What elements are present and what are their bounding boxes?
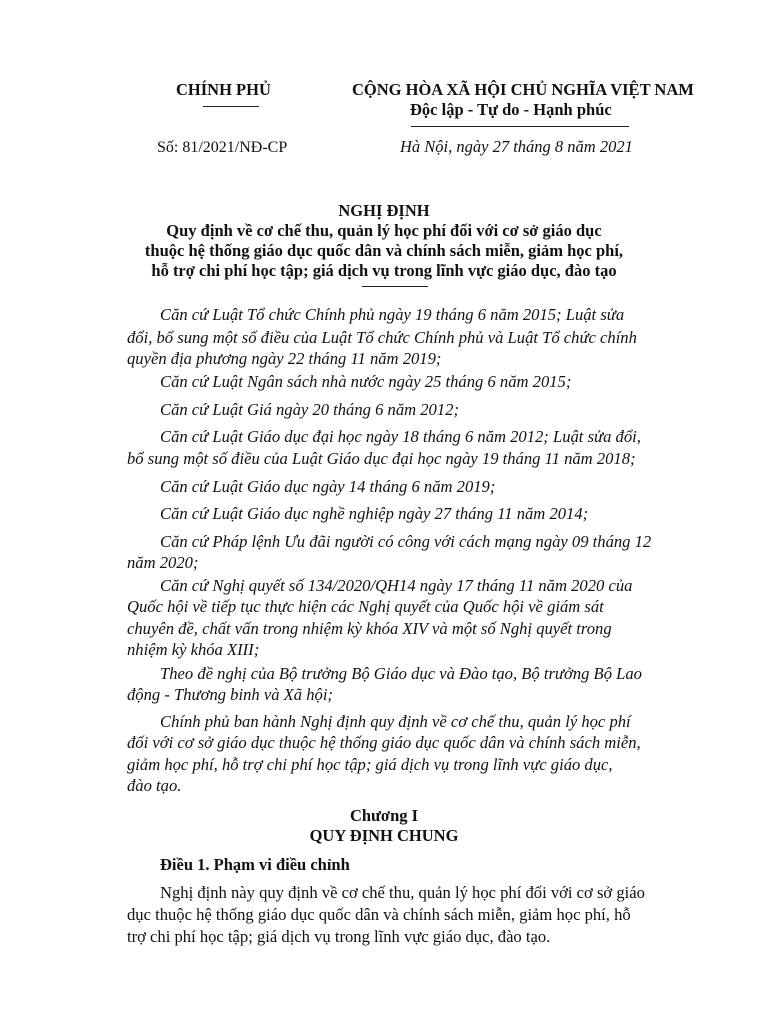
document-number: Số: 81/2021/NĐ-CP (157, 139, 288, 156)
preamble-line: nhiệm kỳ khóa XIII; (127, 640, 260, 659)
preamble-line: Theo đề nghị của Bộ trưởng Bộ Giáo dục và Đào tạo, Bộ trưởng Bộ Lao (160, 664, 642, 683)
preamble-line: Quốc hội về tiếp tục thực hiện các Nghị quyết của Quốc hội về giám sát (127, 597, 604, 616)
preamble-line: Căn cứ Luật Giáo dục nghề nghiệp ngày 27 tháng 11 năm 2014; (160, 504, 589, 523)
preamble-line: chuyên đề, chất vấn trong nhiệm kỳ khóa XIV và một số Nghị quyết trong (127, 619, 612, 638)
article-body-line: dục thuộc hệ thống giáo dục quốc dân và chính sách miễn, giảm học phí, hỗ (127, 905, 631, 924)
country-name: CỘNG HÒA XÃ HỘI CHỦ NGHĨA VIỆT NAM (352, 80, 694, 99)
preamble-line: năm 2020; (127, 553, 199, 572)
title-line: hỗ trợ chi phí học tập; giá dịch vụ trong lĩnh vực giáo dục, đào tạo (151, 261, 617, 280)
preamble-line: Chính phủ ban hành Nghị định quy định về cơ chế thu, quản lý học phí (160, 712, 631, 731)
preamble-line: Căn cứ Nghị quyết số 134/2020/QH14 ngày 17 tháng 11 năm 2020 của (160, 576, 633, 595)
title-line: thuộc hệ thống giáo dục quốc dân và chính sách miễn, giảm học phí, (144, 241, 624, 260)
article-body-line: Nghị định này quy định về cơ chế thu, quản lý học phí đối với cơ sở giáo (160, 883, 645, 902)
chapter-label: Chương I (349, 806, 419, 825)
preamble-line: Căn cứ Luật Giá ngày 20 tháng 6 năm 2012; (160, 400, 459, 419)
chapter-name: QUY ĐỊNH CHUNG (309, 826, 459, 845)
issuing-agency: CHÍNH PHỦ (176, 80, 271, 99)
motto-underline (411, 126, 629, 127)
preamble-line: quyền địa phương ngày 22 tháng 11 năm 2019; (127, 349, 442, 368)
preamble-line: Căn cứ Luật Ngân sách nhà nước ngày 25 tháng 6 năm 2015; (160, 372, 572, 391)
title-underline (362, 286, 428, 287)
preamble-line: Căn cứ Luật Giáo dục đại học ngày 18 tháng 6 năm 2012; Luật sửa đổi, (160, 427, 641, 446)
preamble-line: đối với cơ sở giáo dục thuộc hệ thống giáo dục quốc dân và chính sách miễn, (127, 733, 641, 752)
preamble-line: Căn cứ Pháp lệnh Ưu đãi người có công với cách mạng ngày 09 tháng 12 (160, 532, 652, 551)
preamble-line: động - Thương binh và Xã hội; (127, 685, 333, 704)
national-motto: Độc lập - Tự do - Hạnh phúc (410, 100, 612, 119)
agency-underline (203, 106, 259, 107)
place-and-date: Hà Nội, ngày 27 tháng 8 năm 2021 (400, 137, 633, 156)
preamble-line: đổi, bổ sung một số điều của Luật Tổ chức Chính phủ và Luật Tổ chức chính (127, 328, 637, 347)
preamble-line: giảm học phí, hỗ trợ chi phí học tập; giá dịch vụ trong lĩnh vực giáo dục, (127, 755, 613, 774)
preamble-line: bổ sung một số điều của Luật Giáo dục đại học ngày 19 tháng 11 năm 2018; (127, 449, 636, 468)
article-body-line: trợ chi phí học tập; giá dịch vụ trong lĩnh vực giáo dục, đào tạo. (127, 927, 551, 946)
document-type: NGHỊ ĐỊNH (338, 201, 430, 220)
article-heading: Điều 1. Phạm vi điều chỉnh (160, 855, 350, 874)
preamble-line: Căn cứ Luật Giáo dục ngày 14 tháng 6 năm 2019; (160, 477, 496, 496)
title-line: Quy định về cơ chế thu, quản lý học phí đối với cơ sở giáo dục (166, 221, 602, 240)
preamble-line: Căn cứ Luật Tổ chức Chính phủ ngày 19 tháng 6 năm 2015; Luật sửa (160, 305, 625, 324)
preamble-line: đào tạo. (127, 776, 182, 795)
